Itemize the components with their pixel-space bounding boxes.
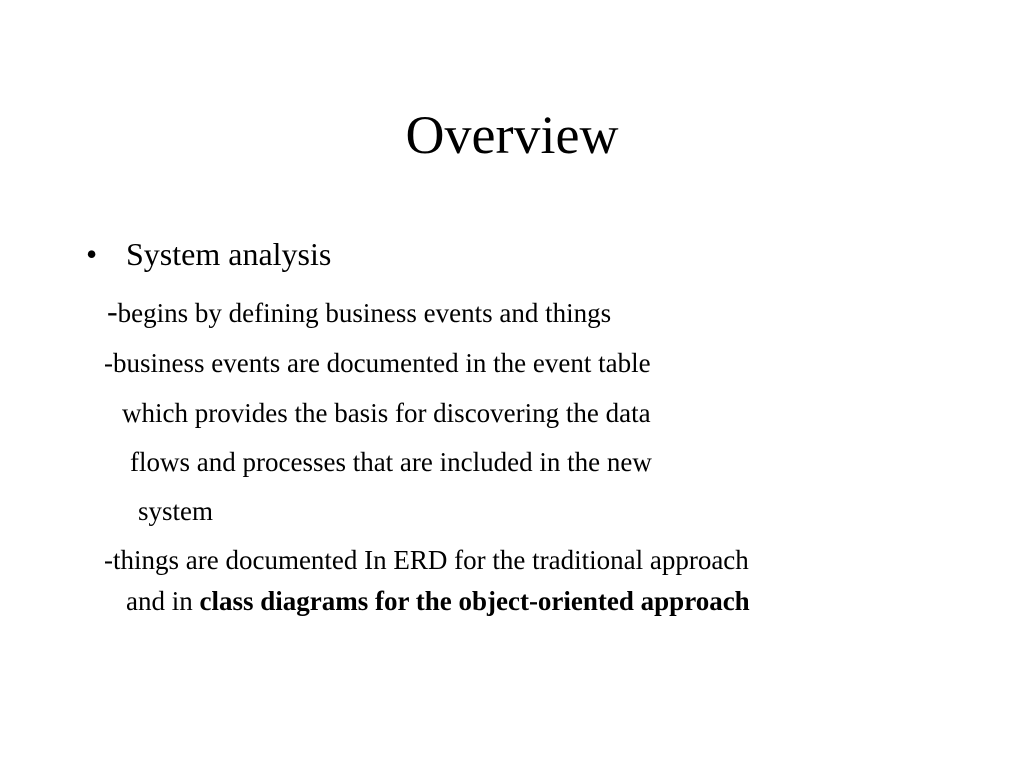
text-line-things-2 bbox=[126, 584, 750, 618]
bullet-item-system-analysis bbox=[86, 232, 331, 276]
text-line-events-2: which provides the basis for discovering the data bbox=[122, 398, 651, 428]
text-begins: begins by defining business events and things bbox=[117, 298, 612, 328]
text-things-bold: class diagrams for the object-oriented approach bbox=[199, 586, 750, 616]
text-line-things-1: -things are documented In ERD for the traditional approach bbox=[104, 545, 749, 575]
slide-title: Overview bbox=[405, 105, 619, 165]
text-things-plain: and in bbox=[126, 586, 200, 616]
bullet-text: System analysis bbox=[126, 236, 332, 272]
dash-glyph: - bbox=[107, 293, 118, 329]
text-line-events-4: system bbox=[138, 496, 214, 526]
text-line-events-3: flows and processes that are included in the new bbox=[130, 447, 652, 477]
bullet-marker: • bbox=[86, 236, 98, 272]
text-line-events-1: -business events are documented in the event table bbox=[104, 348, 651, 378]
text-line-begins bbox=[107, 294, 611, 330]
